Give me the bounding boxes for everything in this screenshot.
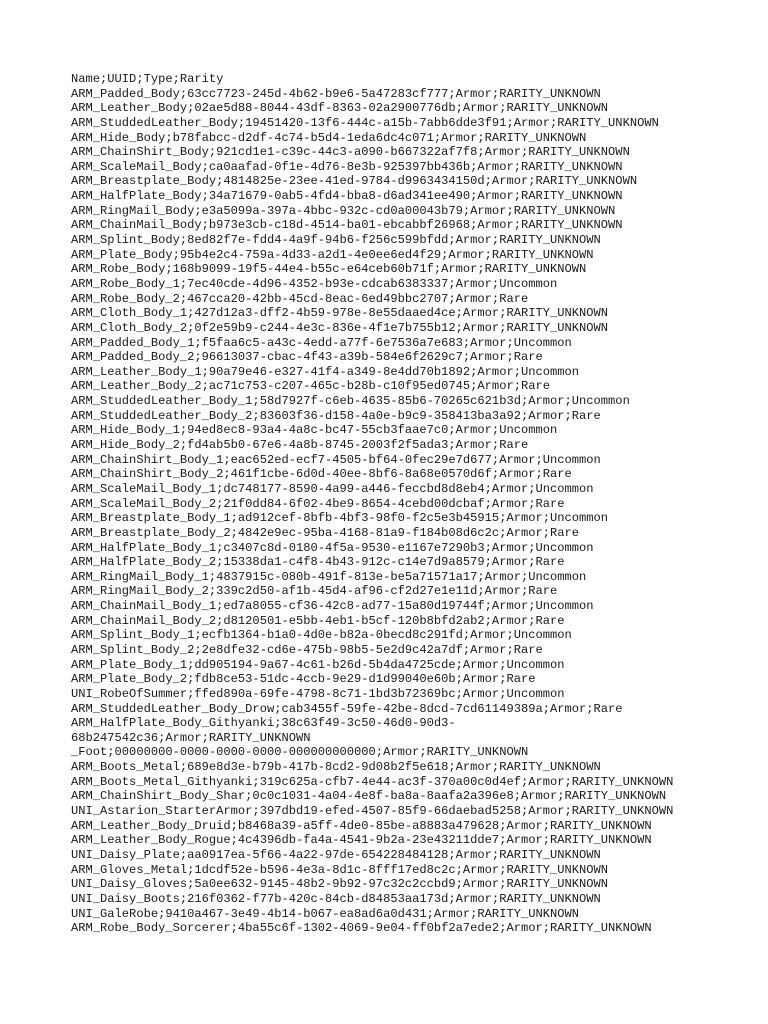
csv-data-line: ARM_RingMail_Body_1;4837915c-080b-491f-813e-be5a71571a17;Armor;Uncommon — [71, 569, 587, 584]
csv-data-line: ARM_Boots_Metal_Githyanki;319c625a-cfb7-4e44-ac3f-370a00c0d4ef;Armor;RARITY_UNKNOWN — [71, 774, 674, 789]
csv-data-line: ARM_HalfPlate_Body;34a71679-0ab5-4fd4-bba8-d6ad341ee490;Armor;RARITY_UNKNOWN — [71, 189, 623, 204]
csv-data-line: ARM_Padded_Body_2;96613037-cbac-4f43-a39b-584e6f2629c7;Armor;Rare — [71, 350, 543, 365]
csv-data-line: ARM_Breastplate_Body_2;4842e9ec-95ba-4168-81a9-f184b08d6c2c;Armor;Rare — [71, 525, 580, 540]
csv-data-line: ARM_ChainShirt_Body;921cd1e1-c39c-44c3-a090-b667322af7f8;Armor;RARITY_UNKNOWN — [71, 145, 630, 160]
csv-data-line: ARM_Splint_Body_2;2e8dfe32-cd6e-475b-98b5-5e2d9c42a7df;Armor;Rare — [71, 642, 543, 657]
csv-data-line: ARM_Hide_Body_1;94ed8ec8-93a4-4a8c-bc47-55cb3faae7c0;Armor;Uncommon — [71, 423, 558, 438]
csv-data-line: ARM_RingMail_Body_2;339c2d50-af1b-45d4-af96-cf2d27e1e11d;Armor;Rare — [71, 584, 558, 599]
csv-data-line: UNI_Astarion_StarterArmor;397dbd19-efed-4507-85f9-66daebad5258;Armor;RARITY_UNKNOWN — [71, 804, 674, 819]
csv-data-line: ARM_HalfPlate_Body_Githyanki;38c63f49-3c50-46d0-90d3- — [71, 716, 456, 731]
csv-data-line: ARM_ChainMail_Body_2;d8120501-e5bb-4eb1-b5cf-120b8bfd2ab2;Armor;Rare — [71, 613, 565, 628]
csv-data-line: ARM_Gloves_Metal;1dcdf52e-b596-4e3a-8d1c-8fff17ed8c2c;Armor;RARITY_UNKNOWN — [71, 862, 609, 877]
csv-data-line: ARM_Breastplate_Body;4814825e-23ee-41ed-9784-d9963434150d;Armor;RARITY_UNKNOWN — [71, 174, 638, 189]
csv-data-line: ARM_ChainMail_Body;b973e3cb-c18d-4514-ba01-ebcabbf26968;Armor;RARITY_UNKNOWN — [71, 218, 623, 233]
csv-data-line: ARM_Plate_Body_1;dd905194-9a67-4c61-b26d-5b4da4725cde;Armor;Uncommon — [71, 657, 565, 672]
csv-data-line: ARM_StuddedLeather_Body_Drow;cab3455f-59fe-42be-8dcd-7cd61149389a;Armor;Rare — [71, 701, 623, 716]
csv-data-line: ARM_Cloth_Body_2;0f2e59b9-c244-4e3c-836e-4f1e7b755b12;Armor;RARITY_UNKNOWN — [71, 320, 609, 335]
csv-data-line: ARM_ChainShirt_Body_2;461f1cbe-6d0d-40ee-8bf6-8a68e0570d6f;Armor;Rare — [71, 467, 572, 482]
csv-data-line: ARM_Hide_Body;b78fabcc-d2df-4c74-b5d4-1eda6dc4c071;Armor;RARITY_UNKNOWN — [71, 130, 587, 145]
csv-data-line: ARM_Leather_Body_Rogue;4c4396db-fa4a-4541-9b2a-23e43211dde7;Armor;RARITY_UNKNOWN — [71, 833, 652, 848]
csv-data-line: ARM_HalfPlate_Body_1;c3407c8d-0180-4f5a-9530-e1167e7290b3;Armor;Uncommon — [71, 540, 594, 555]
csv-data-line: UNI_Daisy_Gloves;5a0ee632-9145-48b2-9b92-97c32c2ccbd9;Armor;RARITY_UNKNOWN — [71, 877, 609, 892]
csv-data-line: ARM_Robe_Body_2;467cca20-42bb-45cd-8eac-6ed49bbc2707;Armor;Rare — [71, 291, 529, 306]
csv-data-line: UNI_Daisy_Boots;216f0362-f77b-420c-84cb-d84853aa173d;Armor;RARITY_UNKNOWN — [71, 891, 601, 906]
csv-data-line: ARM_Splint_Body;8ed82f7e-fdd4-4a9f-94b6-f256c599bfdd;Armor;RARITY_UNKNOWN — [71, 233, 601, 248]
csv-data-line: ARM_ScaleMail_Body_1;dc748177-8590-4a99-a446-feccbd8d8eb4;Armor;Uncommon — [71, 481, 594, 496]
csv-data-line: ARM_Plate_Body;95b4e2c4-759a-4d33-a2d1-4e0ee6ed4f29;Armor;RARITY_UNKNOWN — [71, 247, 594, 262]
csv-data-line: ARM_HalfPlate_Body_2;15338da1-c4f8-4b43-912c-c14e7d9a8579;Armor;Rare — [71, 555, 565, 570]
csv-data-line: ARM_Padded_Body_1;f5faa6c5-a43c-4edd-a77f-6e7536a7e683;Armor;Uncommon — [71, 335, 572, 350]
csv-data-line: 68b247542c36;Armor;RARITY_UNKNOWN — [71, 730, 311, 745]
csv-data-line: ARM_ScaleMail_Body_2;21f0dd84-6f02-4be9-8654-4cebd00dcbaf;Armor;Rare — [71, 496, 565, 511]
csv-data-line: ARM_Hide_Body_2;fd4ab5b0-67e6-4a8b-8745-2003f2f5ada3;Armor;Rare — [71, 438, 529, 453]
csv-data-line: _Foot;00000000-0000-0000-0000-000000000000;Armor;RARITY_UNKNOWN — [71, 745, 529, 760]
csv-data-line: ARM_Splint_Body_1;ecfb1364-b1a0-4d0e-b82a-0becd8c291fd;Armor;Uncommon — [71, 628, 572, 643]
csv-data-line: ARM_Robe_Body;168b9099-19f5-44e4-b55c-e64ceb60b71f;Armor;RARITY_UNKNOWN — [71, 262, 587, 277]
csv-data-line: ARM_ScaleMail_Body;ca0aafad-0f1e-4d76-8e3b-925397bb436b;Armor;RARITY_UNKNOWN — [71, 159, 623, 174]
csv-data-line: ARM_StuddedLeather_Body;19451420-13f6-444c-a15b-7abb6dde3f91;Armor;RARITY_UNKNOWN — [71, 115, 659, 130]
csv-data-line: ARM_ChainMail_Body_1;ed7a8055-cf36-42c8-ad77-15a80d19744f;Armor;Uncommon — [71, 599, 594, 614]
csv-data-line: ARM_StuddedLeather_Body_2;83603f36-d158-4a0e-b9c9-358413ba3a92;Armor;Rare — [71, 408, 601, 423]
csv-data-line: ARM_Leather_Body_2;ac71c753-c207-465c-b28b-c10f95ed0745;Armor;Rare — [71, 379, 550, 394]
csv-data-line: ARM_ChainShirt_Body_Shar;0c0c1031-4a04-4e8f-ba8a-8aafa2a396e8;Armor;RARITY_UNKNOWN — [71, 789, 667, 804]
csv-data-line: UNI_GaleRobe;9410a467-3e49-4b14-b067-ea8ad6a0d431;Armor;RARITY_UNKNOWN — [71, 906, 580, 921]
csv-data-line: ARM_Leather_Body;02ae5d88-8044-43df-8363-02a2900776db;Armor;RARITY_UNKNOWN — [71, 101, 609, 116]
csv-data-line: ARM_Robe_Body_Sorcerer;4ba55c6f-1302-4069-9e04-ff0bf2a7ede2;Armor;RARITY_UNKNOWN — [71, 921, 652, 936]
csv-data-line: ARM_Boots_Metal;689e8d3e-b79b-417b-8cd2-9d08b2f5e618;Armor;RARITY_UNKNOWN — [71, 760, 601, 775]
csv-data-line: ARM_Robe_Body_1;7ec40cde-4d96-4352-b93e-cdcab6383337;Armor;Uncommon — [71, 276, 558, 291]
csv-data-line: ARM_Leather_Body_1;90a79e46-e327-41f4-a349-8e4dd70b1892;Armor;Uncommon — [71, 364, 580, 379]
csv-data-line: ARM_ChainShirt_Body_1;eac652ed-ecf7-4505-bf64-0fec29e7d677;Armor;Uncommon — [71, 452, 601, 467]
csv-data-line: ARM_Plate_Body_2;fdb8ce53-51dc-4ccb-9e29-d1d99040e60b;Armor;Rare — [71, 672, 536, 687]
document-page — [71, 72, 751, 936]
csv-data-line: ARM_RingMail_Body;e3a5099a-397a-4bbc-932c-cd0a00043b79;Armor;RARITY_UNKNOWN — [71, 203, 616, 218]
csv-data-line: ARM_Breastplate_Body_1;ad912cef-8bfb-4bf3-98f0-f2c5e3b45915;Armor;Uncommon — [71, 511, 609, 526]
csv-data-line: ARM_Padded_Body;63cc7723-245d-4b62-b9e6-5a47283cf777;Armor;RARITY_UNKNOWN — [71, 86, 601, 101]
csv-data-line: ARM_StuddedLeather_Body_1;58d7927f-c6eb-4635-85b6-70265c621b3d;Armor;Uncommon — [71, 394, 630, 409]
csv-header-line: Name;UUID;Type;Rarity — [71, 72, 224, 86]
csv-data-line: ARM_Leather_Body_Druid;b8468a39-a5ff-4de0-85be-a8883a479628;Armor;RARITY_UNKNOWN — [71, 818, 652, 833]
csv-data-line: ARM_Cloth_Body_1;427d12a3-dff2-4b59-978e-8e55daaed4ce;Armor;RARITY_UNKNOWN — [71, 306, 609, 321]
csv-data-line: UNI_Daisy_Plate;aa0917ea-5f66-4a22-97de-654228484128;Armor;RARITY_UNKNOWN — [71, 847, 601, 862]
csv-data-line: UNI_RobeOfSummer;ffed890a-69fe-4798-8c71-1bd3b72369bc;Armor;Uncommon — [71, 686, 565, 701]
